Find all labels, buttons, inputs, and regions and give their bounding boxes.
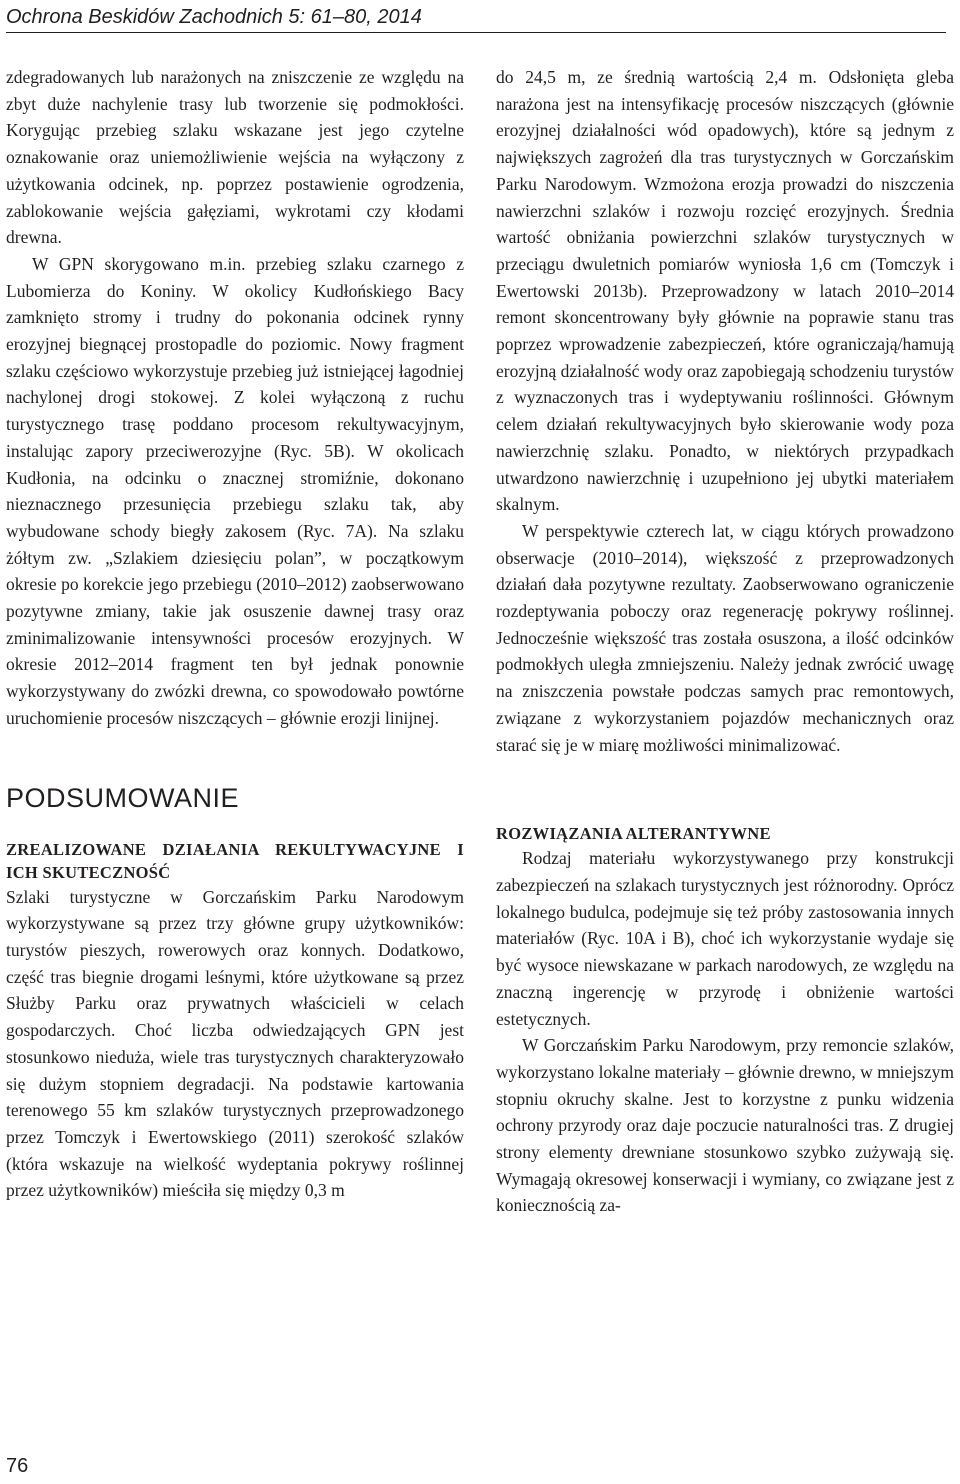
- right-column: [496, 64, 954, 1219]
- paragraph: W Gorczańskim Parku Narodowym, przy remoncie szlaków, wykorzystano lokalne materiały – głównie drewno, w mniejszym stopniu okruchy skalne. Jest to korzystne z punku widzenia ochrony przyrody oraz daje poczucie naturalności tras. Z drugiej strony elementy drewniane stosunkowo szybko zużywają się. Wymagają okresowej konserwacji i wymiany, co związane jest z koniecznością za-: [496, 1035, 954, 1216]
- paragraph: W perspektywie czterech lat, w ciągu których prowadzono obserwacje (2010–2014), większość z przeprowadzonych działań dała pozytywne rezultaty. Zaobserwowano ograniczenie rozdeptywania poboczy oraz regenerację pokrywy roślinnej. Jednocześnie większość tras została osuszona, a ilość odcinków podmokłych uległa zmniejszeniu. Należy jednak zwrócić uwagę na zniszczenia powstałe podczas samych prac remontowych, związane z wykorzystaniem pojazdów mechanicznych oraz starać się je w miarę możliwości minimalizować.: [496, 520, 954, 755]
- paragraph: zdegradowanych lub narażonych na zniszczenie ze względu na zbyt duże nachylenie trasy lub tworzenie się podmokłości. Korygując przebieg szlaku wskazane jest jego czytelne oznakowanie oraz uniemożliwienie wejścia na wyłączony z użytkowania odcinek, np. poprzez postawienie ogrodzenia, zablokowanie wejścia gałęziami, wykrotami czy kłodami drewna.: [6, 67, 464, 248]
- paragraph: Szlaki turystyczne w Gorczańskim Parku Narodowym wykorzystywane są przez trzy główne grupy użytkowników: turystów pieszych, rowerowych oraz konnych. Dodatkowo, część tras biegnie drogami leśnymi, które użytkowane są przez Służby Parku oraz prywatnych właścicieli w celach gospodarczych. Choć liczba odwiedzających GPN jest stosunkowo nieduża, wiele tras turystycznych charakteryzowało się dużym stopniem degradacji. Na podstawie kartowania terenowego 55 km szlaków turystycznych przeprowadzonego przez Tomczyk i Ewertowskiego (2011) szerokość szlaków (która wskazuje na wielkość wydeptania pokrywy roślinnej przez użytkowników) mieściła się między 0,3 m: [6, 886, 464, 1201]
- paragraph: do 24,5 m, ze średnią wartością 2,4 m. Odsłonięta gleba narażona jest na intensyfikację procesów niszczących (głównie erozyjnej działalności wód opadowych), które są jednym z największych zagrożeń dla tras turystycznych w Gorczańskim Parku Narodowym. Wzmożona erozja prowadzi do niszczenia nawierzchni szlaków i rozwoju rozcięć erozyjnych. Średnia wartość obniżania powierzchni szlaków turystycznych w przeciągu dwuletnich pomiarów wyniosła 1,6 cm (Tomczyk i Ewertowski 2013b). Przeprowadzony w latach 2010–2014 remont skoncentrowany były głównie na poprawie stanu tras poprzez wprowadzenie zabezpieczeń, które ograniczają/hamują erozyjną działalność wody oraz zapobiegają schodzeniu turystów z wyznaczonych tras i wydeptywaniu roślinności. Głównym celem działań rekultywacyjnych było skierowanie wody poza nawierzchnię szlaku. Ponadto, w niektórych przypadkach utwardzono nawierzchnię i uzupełniono jej ubytki materiałem skalnym.: [496, 67, 954, 515]
- left-column: [6, 64, 464, 1204]
- subsection-title: ROZWIĄZANIA ALTERANTYWNE: [496, 824, 771, 844]
- paragraph: Rodzaj materiału wykorzystywanego przy konstrukcji zabezpieczeń na szlakach turystycznych jest różnorodny. Oprócz lokalnego budulca, podejmuje się też próby zastosowania innych materiałów (Ryc. 10A i B), choć ich wykorzystanie wydaje się być wysoce niewskazane w parkach narodowych, ze względu na znaczną ingerencję w przyrodę i obniżenie wartości estetycznych.: [496, 848, 954, 1029]
- subsection-title: ZREALIZOWANE DZIAŁANIA REKULTYWACYJNE I ICH SKUTECZNOŚĆ: [6, 839, 464, 882]
- paragraph: W GPN skorygowano m.in. przebieg szlaku czarnego z Lubomierza do Koniny. W okolicy Kudłońskiego Bacy zamknięto stromy i trudny do pokonania odcinek rynny erozyjnej biegnącej prostopadle do poziomic. Nowy fragment szlaku częściowo wykorzystuje przebieg już istniejącej łagodniej nachylonej drogi stokowej. Z kolei wyłączoną z ruchu turystycznego trasę poddano procesom rekultywacyjnym, instalując zapory przeciwerozyjne (Ryc. 5B). W okolicach Kudłonia, na odcinku o znacznej stromiźnie, dokonano nieznacznego przesunięcia przebiegu szlaku tak, aby wybudowane schody biegły zakosem (Ryc. 7A). Na szlaku żółtym zw. „Szlakiem dziesięciu polan”, w początkowym okresie po korekcie jego przebiegu (2010–2012) zaobserwowano pozytywne zmiany, takie jak osuszenie dawnej trasy oraz zminimalizowanie intensywności procesów erozyjnych. W okresie 2012–2014 fragment ten był jednak ponownie wykorzystywany do zwózki drewna, co spowodowało powtórne uruchomienie procesów niszczących – głównie erozji linijnej.: [6, 253, 464, 728]
- running-header: [6, 2, 946, 33]
- journal-citation: Ochrona Beskidów Zachodnich 5: 61–80, 2014: [6, 6, 422, 28]
- page-number: 76: [6, 1455, 29, 1477]
- section-title: PODSUMOWANIE: [6, 782, 240, 813]
